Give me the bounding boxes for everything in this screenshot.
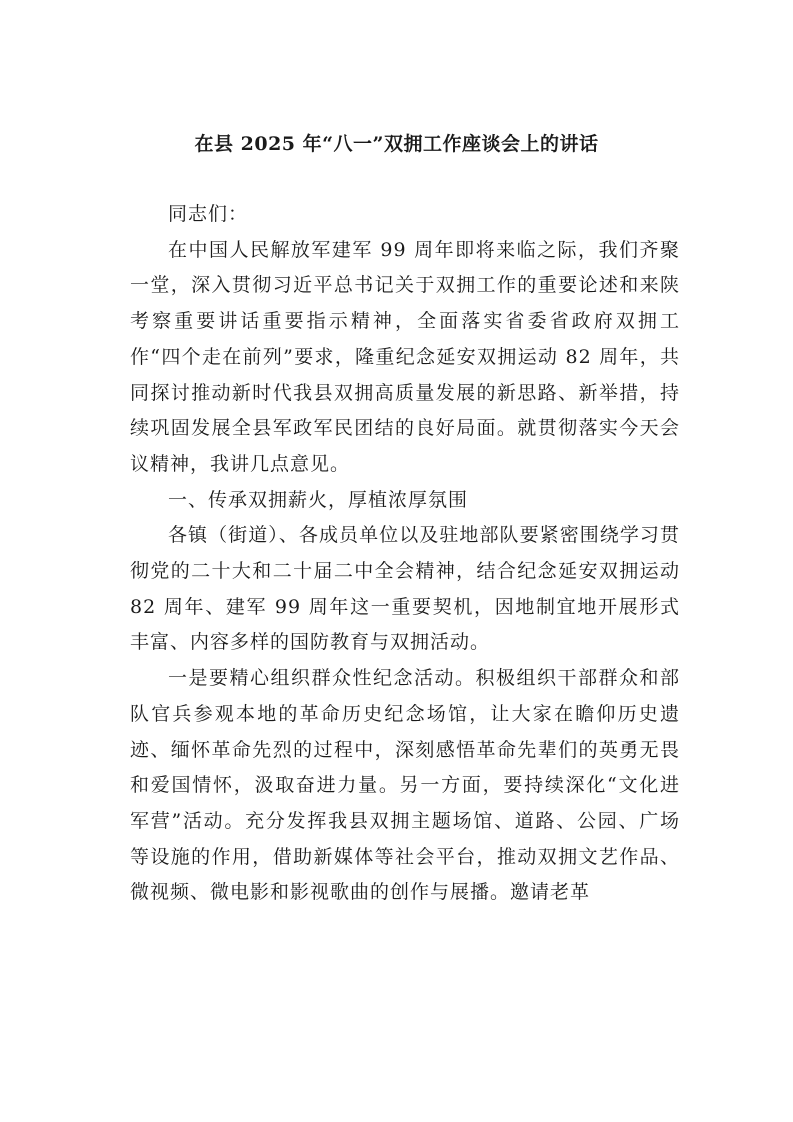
document-body [130,197,680,911]
salutation: 同志们： [168,203,249,225]
paragraph-intro: 在中国人民解放军建军 99 周年即将来临之际，我们齐聚一堂，深入贯彻习近平总书记关于双拥工作的重要论述和来陕考察重要讲话重要指示精神，全面落实省委省政府双拥工作“四个走在前列”要求，隆重纪念延安双拥运动 82 周年，共同探讨推动新时代我县双拥高质量发展的新思路、新举措，持续巩固发展全县军政军民团结的良好局面。就贯彻落实今天会议精神，我讲几点意见。 [130,238,680,475]
document-title: 在县 2025 年“八一”双拥工作座谈会上的讲话 [194,133,599,155]
paragraph-point-1: 一是要精心组织群众性纪念活动。积极组织干部群众和部队官兵参观本地的革命历史纪念场馆，让大家在瞻仰历史遗迹、缅怀革命先烈的过程中，深刻感悟革命先辈们的英勇无畏和爱国情怀，汲取奋进力量。另一方面，要持续深化“文化进军营”活动。充分发挥我县双拥主题场馆、道路、公园、广场等设施的作用，借助新媒体等社会平台，推动双拥文艺作品、微视频、微电影和影视歌曲的创作与展播。邀请老革 [130,667,680,904]
paragraph-section-1: 各镇（街道）、各成员单位以及驻地部队要紧密围绕学习贯彻党的二十大和二十届二中全会精神，结合纪念延安双拥运动 82 周年、建军 99 周年这一重要契机，因地制宜地开展形式丰富、内容多样的国防教育与双拥活动。 [130,524,680,654]
section-heading-1: 一、传承双拥薪火，厚植浓厚氛围 [168,488,469,511]
